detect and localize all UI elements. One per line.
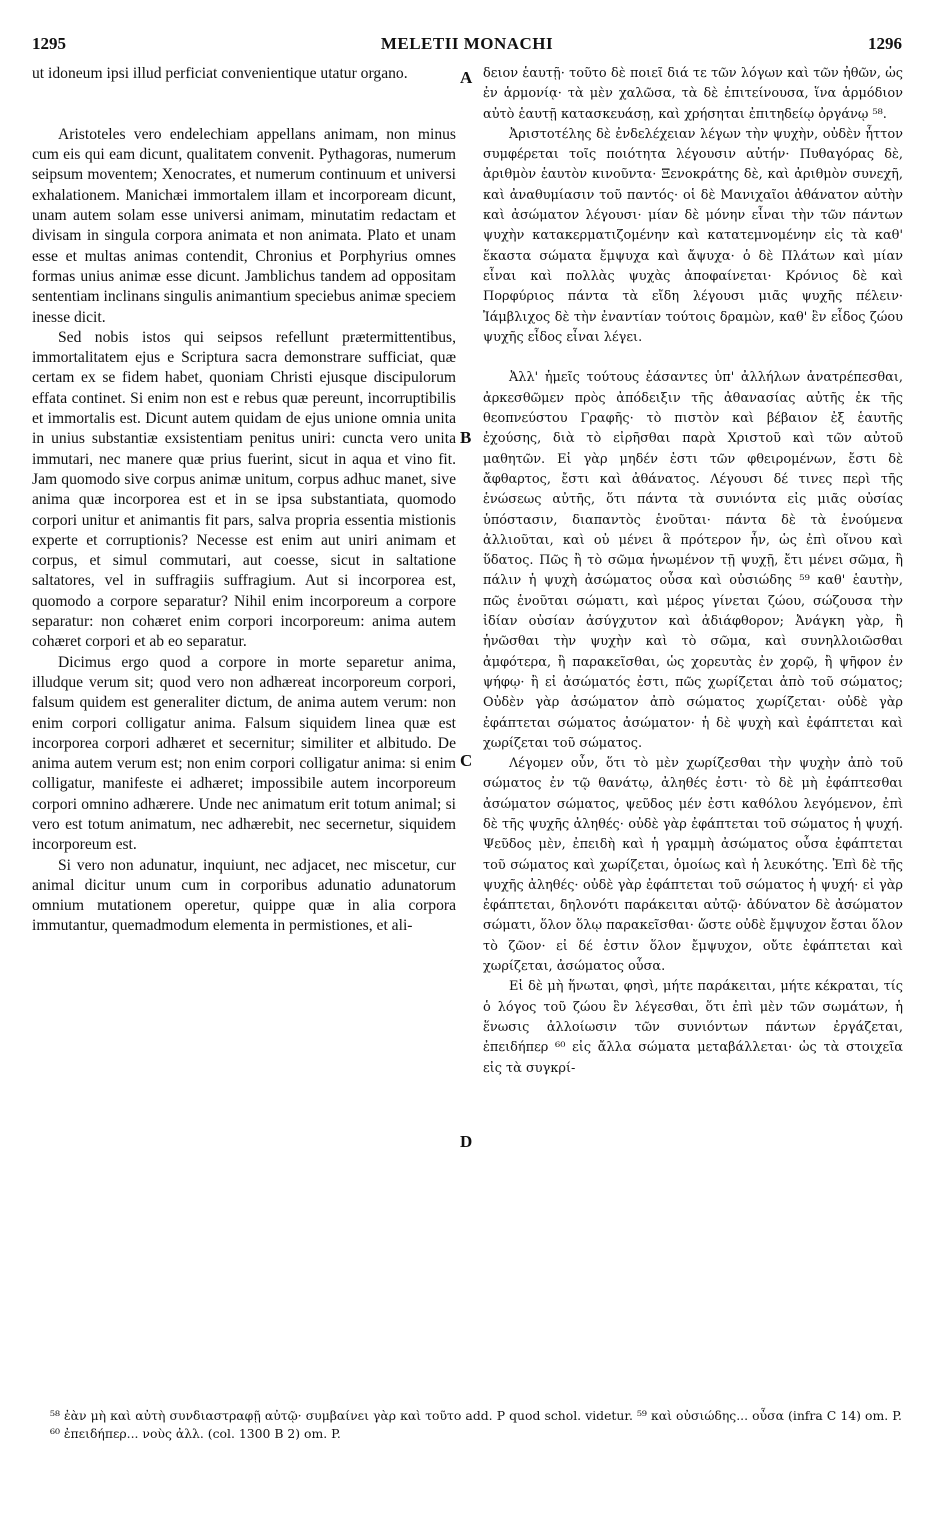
greek-paragraph: Εἰ δὲ μὴ ἥνωται, φησὶ, μήτε παράκειται, μήτε κέκραται, τίς ὁ λόγος τοῦ ζώου ἓν λέγεσθαι, ὅτι ἐπὶ μὲν τῶν σωμάτων, ἡ ἕνωσις ἀλλοίωσιν τῶν συνιόντων πάντων ἐργάζεται, ἐπειδήπερ ⁶⁰ εἰς ἄλλα σώματα μεταβάλλεται· ὡς τὰ στοιχεῖα εἰς τὰ συγκρί- xyxy=(483,979,903,1076)
page-title: MELETII MONACHI xyxy=(380,34,554,53)
footnote-text: ⁵⁸ ἐὰν μὴ καὶ αὐτὴ συνδιαστραφῇ αὐτῷ· συμβαίνει γὰρ καὶ τοῦτο add. P quod schol. videtur. ⁵⁹ καὶ οὐσιώδης... οὖσα (infra C 14) om. P. ⁶⁰ ἐπειδήπερ... νοὺς ἀλλ. (col. 1300 B 2) om. P. xyxy=(50,1408,902,1441)
margin-marker-d: D xyxy=(460,1132,473,1151)
latin-paragraph: ut idoneum ipsi illud perficiat convenientique utatur organo. xyxy=(32,65,408,82)
latin-paragraph: Si vero non adunatur, inquiunt, nec adjacet, nec miscetur, cur animal dicitur unum cum in corporibus adunatio adunatorum omnium mutationem operetur, quippe quæ in alia corpora immutantur, quemadmodum elementa in permistiones, et ali- xyxy=(32,856,456,935)
greek-paragraph: Ἀριστοτέλης δὲ ἐνδελέχειαν λέγων τὴν ψυχὴν, οὐδὲν ἧττον συμφέρεται τοῖς ποιότητα λέγουσιν αὐτήν· Πυθαγόρας δὲ, ἀριθμὸν ἑαυτὸν κινοῦντα· Ξενοκράτης δὲ, καὶ ἀριθμὸν συνεχῆ, καὶ ἀναθυμίασιν τοῦ παντός· οἱ δὲ Μανιχαῖοι ἀθάνατον αὐτὴν καὶ ἀσώματον λέγουσι· μίαν δὲ μόνην εἶναι τὴν τῶν πάντων ψυχὴν κατακερματιζομένην καὶ κατατεμνομένην εἰς τὰ καθ' ἕκαστα σώματα ἔμψυχα καὶ ἄψυχα· ὁ δὲ Πλάτων καὶ μίαν εἶναι καὶ πολλὰς ψυχὰς ἀποφαίνεται· Κρόνιος δὲ καὶ Πορφύριος πάντα τὰ εἴδη λέγουσι μιᾶς ψυχῆς πέλειν· Ἰάμβλιχος δὲ τὴν ἐναντίαν τούτοις δραμὼν, καθ' ἓν εἶδος ζώου ψυχῆς εἶδος εἶναι λέγει. xyxy=(483,126,903,345)
margin-marker-b: B xyxy=(460,428,472,447)
greek-paragraph: δειον ἑαυτῇ· τοῦτο δὲ ποιεῖ διά τε τῶν λόγων καὶ τῶν ἠθῶν, ὡς ἐν ἁρμονίᾳ· τὰ μὲν χαλῶσα, τὰ δὲ ἐπιτείνουσα, ἵνα ἁρμόδιον αὐτὸ ἑαυτῇ κατασκευάσῃ, καὶ χρήσηται ἐπιτηδείῳ ὀργάνῳ ⁵⁸. xyxy=(483,66,903,122)
latin-paragraph: Aristoteles vero endelechiam appellans animam, non minus cum eis qui eam dicunt, qualitatem convenit. Pythagoras, numerum seipsum moventem; Xenocrates, et numerum continuum et universi exhalationem. Manichæi immortalem illam et incorpoream dicunt, unam autem solam esse universi animam, minutatim redactam et divisam in singula corpora animata et non animata. Plato et unam esse et multas animas contendit, Chronius et Porphyrius omnes formas unius animæ esse dicunt. Jamblichus tandem ad oppositam sententiam inclinans singulis animantium speciebus animæ speciem inesse dicit. xyxy=(32,125,456,326)
greek-paragraph: Λέγομεν οὖν, ὅτι τὸ μὲν χωρίζεσθαι τὴν ψυχὴν ἀπὸ τοῦ σώματος ἐν τῷ θανάτῳ, ἀληθές ἐστι· τὸ δὲ μὴ ἐφάπτεσθαι ἀσώματον σώματος, ψεῦδος μέν ἐστι καθόλου λεγόμενον, ἐπὶ δὲ τῆς ψυχῆς ἀληθές· οὐδὲ γὰρ ἐφάπτεται τοῦ σώματος ἡ ψυχή. Ψεῦδος μὲν, ἐπειδὴ καὶ ἡ γραμμὴ ἀσώματος οὖσα ἐφάπτεται τοῦ σώματος καὶ χωρίζεται, ὁμοίως καὶ ἡ λευκότης. Ἐπὶ δὲ τῆς ψυχῆς ἀληθές· οὐδὲ γὰρ ἐφάπτεται τοῦ σώματος ἡ ψυχή· εἰ γὰρ ἐφάπτεται, δηλονότι παράκειται αὐτῷ· ἀδύνατον δὲ ἀσώματον σώματι, ὅλον ὅλῳ παρακεῖσθαι· ὥστε οὐδὲ ἔμψυχον ἔσται ὅλον τὸ ζῶον· εἰ δέ ἐστιν ὅλον ἔμψυχον, οὔτε ἐφάπτεται καὶ χωρίζεται, ἀσώματος οὖσα. xyxy=(483,756,903,975)
page-number-right: 1296 xyxy=(868,34,902,53)
margin-marker-c: C xyxy=(460,751,473,770)
greek-paragraph: Ἀλλ' ἡμεῖς τούτους ἐάσαντες ὑπ' ἀλλήλων ἀνατρέπεσθαι, ἀρκεσθῶμεν πρὸς ἀπόδειξιν τῆς ἀθανασίας αὐτῆς ἐκ τῆς θεοπνεύστου Γραφῆς· τὸ πιστὸν καὶ βέβαιον ἐξ ἑαυτῆς ἐχούσης, διὰ τὸ εἰρῆσθαι παρὰ Χριστοῦ καὶ τῶν αὐτοῦ μαθητῶν. Εἰ γὰρ μηδέν ἐστι τῶν φθειρομένων, ἔστι δὲ ἄφθαρτος, ἔστι καὶ ἀθάνατος. Λέγουσι δέ τινες περὶ τῆς ἑνώσεως αὐτῆς, ὅτι πάντα τὰ συνιόντα εἰς μιᾶς οὐσίας ὑπόστασιν, διαπαντὸς ἑνοῦται· πάντα δὲ τὰ ἑνούμενα ἀλλιοῦται, καὶ οὐ μένει ἃ πρότερον ἦν, ὡς ἐπὶ οἴνου καὶ ὕδατος. Πῶς ἢ τὸ σῶμα ἡνωμένον τῇ ψυχῇ, ἔτι μένει σῶμα, ἢ πάλιν ἡ ψυχὴ ἀσώματος οὖσα καὶ οὐσιώδης ⁵⁹ καθ' ἑαυτὴν, πῶς ἑνοῦται σώματι, καὶ μέρος γίνεται ζώου, σώζουσα τὴν ἰδίαν οὐσίαν ἀσύγχυτον καὶ ἀδιάφθορον; Ἀνάγκη γὰρ, ἢ ἡνῶσθαι τὴν ψυχὴν καὶ τὸ σῶμα, καὶ συνηλλοιῶσθαι ἀμφότερα, ἢ παρακεῖσθαι, ὡς χορευτὰς ἐν χορῷ, ἢ ψῆφον ἐν ψήφῳ· ἢ εἰ ἀσώματός ἐστι, πῶς χωρίζεται ἀπὸ τοῦ σώματος; Οὐδὲν γὰρ ἀσώματον ἀπὸ σώματος χωρίζεται· οὐδὲ γὰρ ἐφάπτεται σώματος ἀσώματον· ἡ δὲ ψυχὴ καὶ ἐφάπτεται καὶ χωρίζεται τοῦ σώματος. xyxy=(483,370,903,751)
latin-column xyxy=(32,64,456,1400)
footnotes xyxy=(50,1407,902,1443)
latin-paragraph: Sed nobis istos qui seipsos refellunt prætermittentibus, immortalitatem ejus e Scriptura sacra demonstrare sufficiat, quæ certam ex se fidem habet, quoniam Christi ejusque discipulorum effata continet. Si enim non est e rebus quæ pereunt, incorruptibilis et immortalis est. Dicunt autem quidam de ejus unione omnia unita in unius substantiæ exsistentiam penitus uniri: cuncta vero unita immutari, nec manere quæ prius fuerint, sicut in aqua et vino fit. Jam quomodo sive corpus animæ unitum, corpus adhuc manet, sive anima quæ incorporea est et in se ipsa substantiata, quomodo corpori unitur et animantis fit pars, salva propria essentia mistionis experte et corruptionis? Necesse est enim aut uniri animam et corpus, et simul commutari, aut coesse, sicut in saltatione saltatores, vel in suffragiis suffragium. Aut si incorporea est, quomodo a corpore separatur? Nihil enim incorporeum a corpore separatur: non cohæret enim corpori incorporeum: anima autem cohæret corpori et ab eo separatur. xyxy=(32,328,456,651)
running-header xyxy=(32,34,902,60)
margin-marker-a: A xyxy=(460,68,473,87)
page-number-left: 1295 xyxy=(32,34,66,53)
greek-column xyxy=(483,64,903,1400)
latin-paragraph: Dicimus ergo quod a corpore in morte separetur anima, illudque verum sit; quod vero non adhæreat incorporeum corpori, falsum quidem est generaliter dictum, de anima autem verum: non enim corpori colligatur anima. Falsum siquidem linea quæ est incorporea corpori adhæret et secernitur; similiter et albitudo. De anima autem verum est; non enim corpori colligatur anima: si enim colligatur, manifeste ei adhæret; impossibile autem incorporeum corpori omnino adhærere. Unde nec animatum erit totum animal; si vero est totum animatum, nec adhærebit, nec secernetur, siquidem incorporeum est. xyxy=(32,653,456,854)
